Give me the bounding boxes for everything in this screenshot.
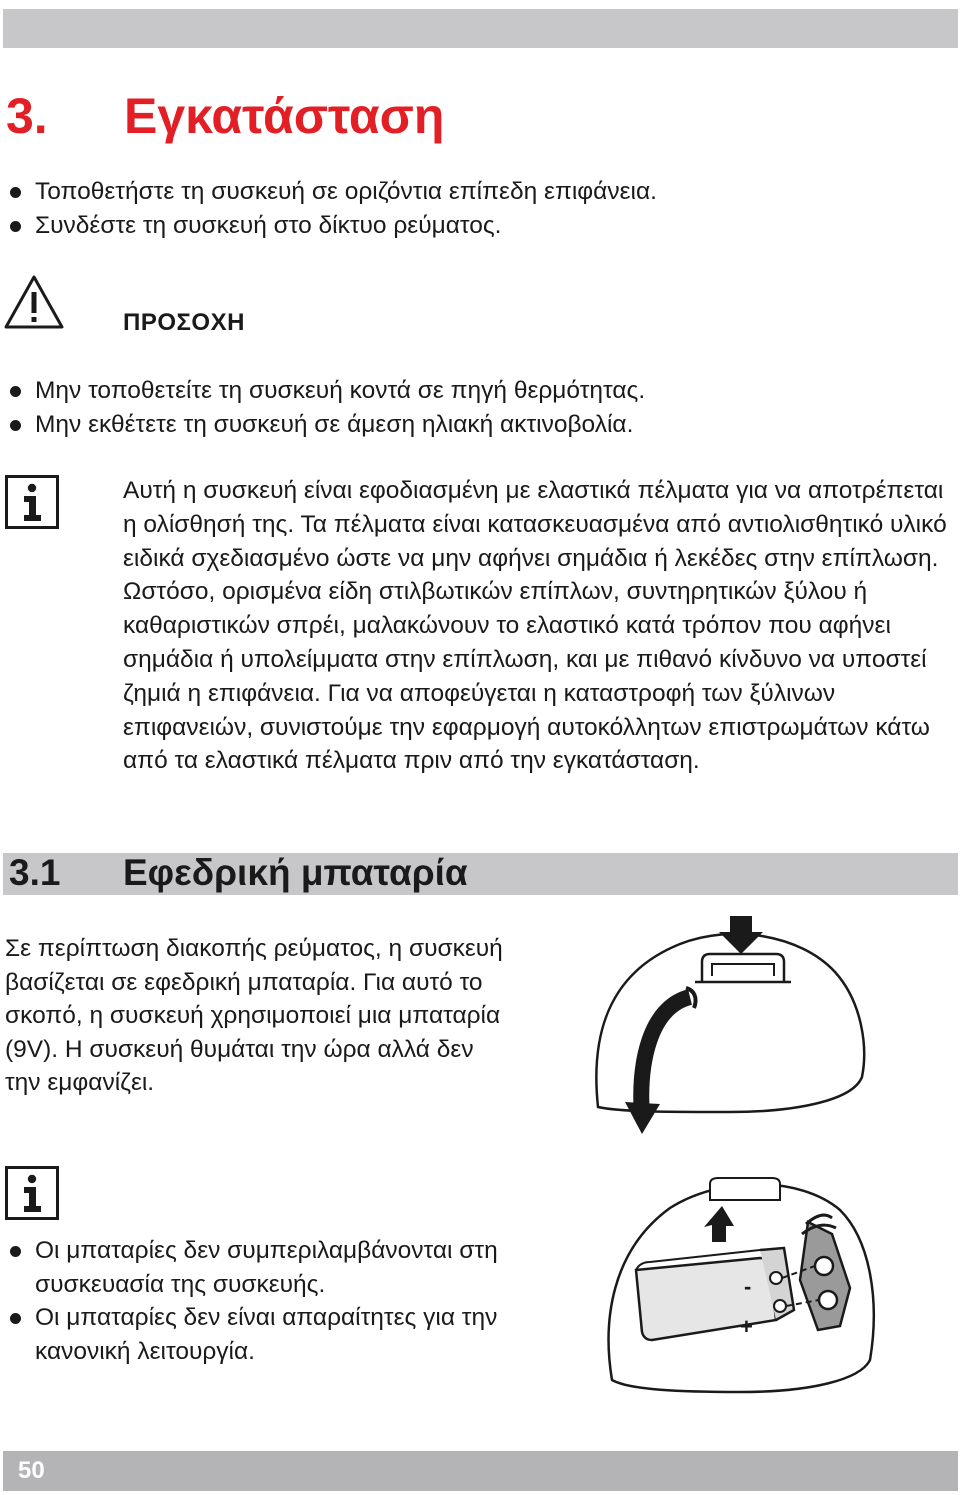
- install-steps-list: [5, 175, 945, 242]
- info-note-text: Αυτή η συσκευή είναι εφοδιασμένη με ελαστικά πέλματα για να αποτρέπεται η ολίσθησή της. Τα πέλματα είναι κατασκευασμένα από αντιολισθητικό υλικό ειδικά σχεδιασμένο ώστε να μην αφήνει σημάδια ή λεκέδες στην επίπλωση. Ωστόσο, ορισμένα είδη στιλβωτικών επίπλων, συντηρητικών ξύλου ή καθαριστικών σπρέι, μαλακώνουν το ελαστικό κατά τρόπον που αφήνει σημάδια ή υπολείμματα στην επίπλωση, και με πιθανό κίνδυνο να υποστεί ζημιά η επιφάνεια. Για να αποφεύγεται η καταστροφή των ξύλινων επιφανειών, συνιστούμε την εφαρμογή αυτοκόλλητων επιστρωμάτων κάτω από τα ελαστικά πέλματα πριν από την εγκατάσταση.: [123, 477, 947, 775]
- bullet-icon: [10, 420, 21, 431]
- bullet-icon: [10, 221, 21, 232]
- list-item: [5, 209, 945, 243]
- battery-note-text: Οι μπαταρίες δεν συμπεριλαμβάνονται στη συσκευασία της συσκευής.: [35, 1237, 498, 1298]
- battery-cover-illustration: [590, 912, 875, 1137]
- info-icon: [5, 475, 59, 529]
- warning-triangle-icon: [3, 274, 65, 330]
- terminal-minus-label: -: [744, 1274, 752, 1299]
- backup-battery-text: Σε περίπτωση διακοπής ρεύματος, η συσκευή βασίζεται σε εφεδρική μπαταρία. Για αυτό το σκοπό, η συσκευή χρησιμοποιεί μια μπαταρία (9V). Η συσκευή θυμάται την ώρα αλλά δεν την εμφανίζει.: [5, 935, 503, 1097]
- install-step-text: Συνδέστε τη συσκευή στο δίκτυο ρεύματος.: [35, 211, 502, 239]
- battery-insert-illustration: [600, 1170, 885, 1410]
- list-item: [5, 408, 945, 442]
- footer-bar: [3, 1451, 958, 1491]
- section-title: Εγκατάσταση: [124, 88, 445, 144]
- bullet-icon: [10, 187, 21, 198]
- battery-notes-list: [5, 1234, 505, 1368]
- list-item: [5, 374, 945, 408]
- bullet-icon: [10, 386, 21, 397]
- bullet-icon: [10, 1313, 21, 1324]
- page-number: 50: [18, 1457, 45, 1484]
- caution-item-text: Μην τοποθετείτε τη συσκευή κοντά σε πηγή θερμότητας.: [35, 377, 646, 404]
- battery-note-text: Οι μπαταρίες δεν είναι απαραίτητες για την κανονική λειτουργία.: [35, 1304, 498, 1365]
- subsection-number: 3.1: [9, 852, 61, 893]
- info-icon: [5, 1166, 59, 1220]
- caution-label: ΠΡΟΣΟΧΗ: [123, 309, 245, 336]
- install-step-text: Τοποθετήστε τη συσκευή σε οριζόντια επίπεδη επιφάνεια.: [35, 178, 657, 205]
- caution-list: [5, 374, 945, 441]
- terminal-plus-label: +: [740, 1314, 753, 1339]
- list-item: [5, 175, 945, 209]
- list-item: [5, 1234, 505, 1301]
- section-number: 3.: [6, 88, 48, 144]
- list-item: [5, 1301, 505, 1368]
- bullet-icon: [10, 1246, 21, 1257]
- subsection-title: Εφεδρική μπαταρία: [123, 852, 468, 893]
- header-bar: [3, 9, 958, 48]
- caution-item-text: Μην εκθέτετε τη συσκευή σε άμεση ηλιακή ακτινοβολία.: [35, 410, 634, 438]
